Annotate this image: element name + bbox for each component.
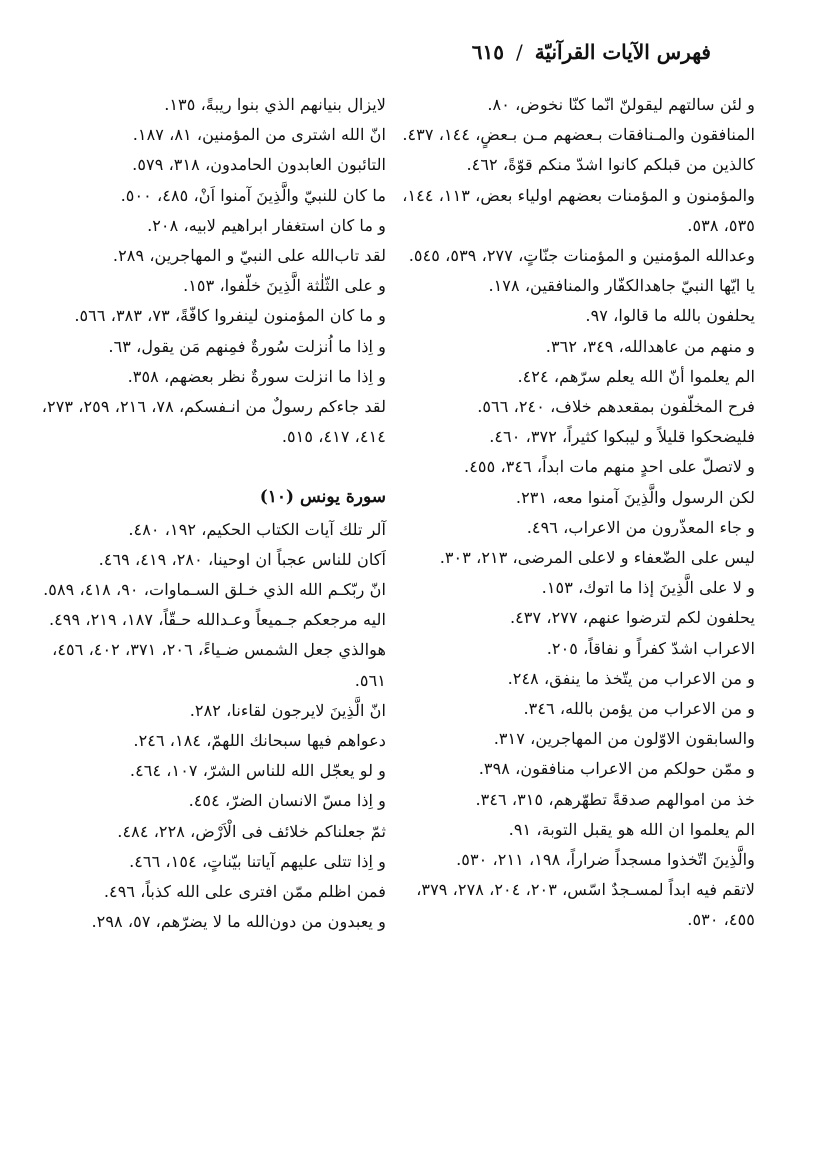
- index-entry: والسابقون الاوّلون من المهاجرين، ٣١٧.: [493, 729, 755, 749]
- index-column-right: [385, 90, 755, 936]
- index-entry: دعواهم فيها سبحانك اللهمّ، ١٨٤، ٢٤٦.: [133, 731, 386, 751]
- index-entry: فليضحكوا قليلاً و ليبكوا كثيراً، ٣٧٢، ٤٦٠.: [489, 427, 755, 447]
- index-entry: الم يعلموا أنّ الله يعلم سرّهم، ٤٢٤.: [517, 366, 755, 386]
- index-entry: ثمّ جعلناكم خلائف فى الْاَرْض، ٢٢٨، ٤٨٤.: [117, 821, 386, 841]
- index-column-left: [16, 90, 386, 937]
- index-entry: الم يعلموا ان الله هو يقبل التوبة، ٩١.: [508, 819, 755, 839]
- index-entry: اليه مرجعكم جـميعاً وعـدالله حـقّاً، ١٨٧، ٢١٩، ٤٩٩.: [48, 610, 386, 630]
- index-entry: و اِذا مسّ الانسان الضرّ، ٤٥٤.: [188, 791, 386, 811]
- surah-heading: سورة يونس (١٠): [259, 487, 386, 508]
- index-entry: انّ الله اشترى من المؤمنين، ٨١، ١٨٧.: [132, 125, 386, 145]
- header-separator: /: [515, 40, 523, 64]
- index-entry: و اِذا ما اُنزلت سُورةٌ فمِنهم مَن يقول، ٦٣.: [108, 336, 386, 356]
- index-entry: اَكان للناس عجباً ان اوحينا، ٢٨٠، ٤١٩، ٤٦٩.: [98, 549, 386, 569]
- index-entry: الاعراب اشدّ كفراً و نفاقاً، ٢٠٥.: [546, 638, 755, 658]
- index-entry: فرح المخلّفون بمقعدهم خلاف، ٢٤٠، ٥٦٦.: [477, 397, 755, 417]
- index-entry: ليس على الضّعفاء و لاعلى المرضى، ٢١٣، ٣٠٣.: [439, 548, 755, 568]
- index-entry: لايزال بنيانهم الذي بنوا ريبةً، ١٣٥.: [164, 95, 386, 114]
- page-number: ٦١٥: [471, 40, 504, 64]
- index-entry: خذ من اموالهم صدقةً تطهّرهم، ٣١٥، ٣٤٦.: [475, 789, 755, 809]
- index-entry: يحلفون بالله ما قالوا، ٩٧.: [585, 306, 755, 326]
- index-entry: والمؤمنون و المؤمنات بعضهم اولياء بعض، ١١٣، ١٤٤، ٥٣٥، ٥٣٨.: [402, 185, 755, 235]
- index-entry: كالذين من قبلكم كانوا اشدّ منكم قوّةً، ٤٦٢.: [466, 155, 755, 175]
- index-entry: آلر تلك آيات الكتاب الحكيم، ١٩٢، ٤٨٠.: [128, 519, 386, 539]
- index-entry: هوالذي جعل الشمس ضـياءً، ٢٠٦، ٣٧١، ٤٠٢، ٤٥٦، ٥٦١.: [52, 640, 386, 690]
- index-entry: و اِذا ما انزلت سورةٌ نظر بعضهم، ٣٥٨.: [127, 366, 386, 386]
- index-entry: المنافقون والمـنافقات بـعضهم مـن بـعضٍ، ١٤٤، ٤٣٧.: [402, 125, 755, 145]
- index-entry: و جاء المعذّرون من الاعراب، ٤٩٦.: [526, 517, 755, 537]
- index-entry: يحلفون لكم لترضوا عنهم، ٢٧٧، ٤٣٧.: [509, 608, 755, 628]
- index-entry: و لاتصلّ على احدٍ منهم مات ابداً، ٣٤٦، ٤٥٥.: [464, 457, 755, 477]
- index-entry: لكن الرسول والَّذِينَ آمنوا معه، ٢٣١.: [515, 487, 755, 507]
- index-entry: و ممّن حولكم من الاعراب منافقون، ٣٩٨.: [478, 759, 755, 779]
- page-header: [60, 34, 711, 70]
- index-entry: و اِذا تتلى عليهم آياتنا بيّناتٍ، ١٥٤، ٤٦٦.: [129, 851, 386, 871]
- index-entry: و يعبدون من دون‌الله ما لا يضرّهم، ٥٧، ٢٩٨.: [91, 912, 386, 932]
- index-entry: و منهم من عاهدالله، ٣٤٩، ٣٦٢.: [545, 336, 755, 356]
- index-entry: انّ ربّكـم الله الذي خـلق السـماوات، ٩٠، ٤١٨، ٥٨٩.: [43, 580, 386, 600]
- index-entry: و على الثّلٰثة الَّذِينَ خلّفوا، ١٥٣.: [183, 276, 386, 296]
- page-title: فهرس الآيات القرآنيّة: [534, 40, 711, 64]
- index-entry: انّ الَّذِينَ لايرجون لقاءنا، ٢٨٢.: [189, 700, 386, 720]
- index-entry: والَّذِينَ اتّخذوا مسجداً ضراراً، ١٩٨، ٢١١، ٥٣٠.: [456, 850, 755, 870]
- index-entry: و ما كان المؤمنون لينفروا كافّةً، ٧٣، ٣٨٣، ٥٦٦.: [74, 306, 386, 326]
- index-entry: التائبون العابدون الحامدون، ٣١٨، ٥٧٩.: [132, 155, 386, 175]
- index-entry: وعدالله المؤمنين و المؤمنات جنّاتٍ، ٢٧٧، ٥٣٩، ٥٤٥.: [408, 246, 755, 266]
- index-entry: يا ايّها النبيّ جاهدالكفّار والمنافقين، ١٧٨.: [488, 276, 755, 296]
- index-entry: لاتقم فيه ابداً لمسـجدٌ اسّس، ٢٠٣، ٢٠٤، ٢٧٨، ٣٧٩، ٤٥٥، ٥٣٠.: [416, 880, 755, 930]
- index-entry: لقد تاب‌الله على النبيّ و المهاجرين، ٢٨٩.: [112, 246, 386, 266]
- index-entry: لقد جاءكم رسولٌ من انـفسكم، ٧٨، ٢١٦، ٢٥٩، ٢٧٣، ٤١٤، ٤١٧، ٥١٥.: [41, 397, 386, 447]
- index-entry: و ما كان استغفار ابراهيم لابيه، ٢٠٨.: [147, 215, 386, 235]
- index-entry: فمن اظلم ممّن افترى على الله كذباً، ٤٩٦.: [103, 882, 386, 902]
- index-entry: و لئن سالتهم ليقولنّ انّما كنّا نخوض، ٨٠.: [487, 95, 755, 114]
- index-entry: و من الاعراب من يؤمن بالله، ٣٤٦.: [523, 699, 755, 719]
- index-entry: و لو يعجّل الله للناس الشرّ، ١٠٧، ٤٦٤.: [129, 761, 386, 781]
- index-entry: و لا على الَّذِينَ إذا ما اتوك، ١٥٣.: [541, 578, 755, 598]
- index-entry: ما كان للنبيّ والَّذِينَ آمنوا اَنْ، ٤٨٥، ٥٠٠.: [120, 185, 386, 205]
- index-entry: و من الاعراب من يتّخذ ما ينفق، ٢٤٨.: [507, 668, 755, 688]
